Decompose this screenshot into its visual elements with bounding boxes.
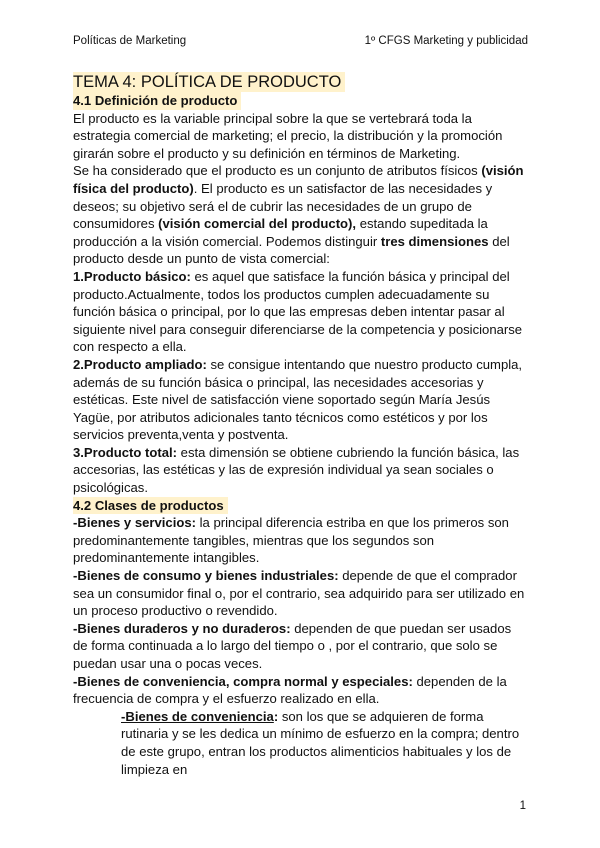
class-consumer-industrial: -Bienes de consumo y bienes industriales: depende de que el comprador sea un consumidor final o, por el contrario, sea adquirido para ser utilizado en un proceso productivo o revendido. xyxy=(73,568,525,619)
page-content xyxy=(73,72,528,778)
dimension-extended: 2.Producto ampliado: se consigue intentando que nuestro producto cumpla, además de su función básica o principal, las necesidades accesorias y estéticas. Este nivel de satisfacción viene soportado según María Jesús Yagüe, por atributos adicionales tanto técnicos como estéticos y por los servicios preventa,venta y postventa. xyxy=(73,356,523,443)
header-left: Políticas de Marketing xyxy=(73,35,187,47)
chapter-title: TEMA 4: POLÍTICA DE PRODUCTO xyxy=(73,72,345,92)
class-durable: -Bienes duraderos y no duraderos: dependen de que puedan ser usados de forma continuada a lo largo del tiempo o , por el contrario, que solo se puedan usar una o pocas veces. xyxy=(73,620,512,671)
class-goods-services: -Bienes y servicios: la principal diferencia estriba en que los primeros son predominantemente tangibles, mientras que los segundos son predominantemente intangibles. xyxy=(73,515,509,566)
class-convenience-purchase: -Bienes de conveniencia, compra normal y especiales: dependen de la frecuencia de compra y el esfuerzo realizado en ella. xyxy=(73,673,507,707)
class-convenience-goods: -Bienes de conveniencia: son los que se adquieren de forma rutinaria y se les dedica un mínimo de esfuerzo en la compra; dentro de este grupo, entran los productos alimenticios habituales y los de limpieza en xyxy=(121,708,520,777)
page-number: 1 xyxy=(519,800,526,812)
dimension-total: 3.Producto total: esta dimensión se obtiene cubriendo la función básica, las accesorias, las estéticas y las de expresión individual ya sean sociales o psicológicas. xyxy=(73,444,520,496)
header-right: 1º CFGS Marketing y publicidad xyxy=(364,35,528,47)
section-heading-4-2: 4.2 Clases de productos xyxy=(73,497,228,515)
dimension-basic: 1.Producto básico: es aquel que satisface la función básica y principal del producto.Actualmente, todos los productos cumplen adecuadamente su función básica o principal, por lo que las empresas deben intentar pasar al siguiente nivel para conseguir diferenciarse de la competencia y posicionarse con respecto a ella. xyxy=(73,268,523,355)
paragraph-intro: El producto es la variable principal sobre la que se vertebrará toda la estrategia comercial de marketing; el precio, la distribución y la promoción girarán sobre el producto y su definición en términos de Marketing. xyxy=(73,110,503,161)
paragraph-definition: Se ha considerado que el producto es un conjunto de atributos físicos (visión física del producto). El producto es un satisfactor de las necesidades y deseos; su objetivo será el de cubrir las necesidades de un grupo de consumidores (visión comercial del producto), estando supeditada la producción a la visión comercial. Podemos distinguir tres dimensiones del producto desde un punto de vista comercial: xyxy=(73,163,524,267)
section-heading-4-1: 4.1 Definición de producto xyxy=(73,92,241,110)
